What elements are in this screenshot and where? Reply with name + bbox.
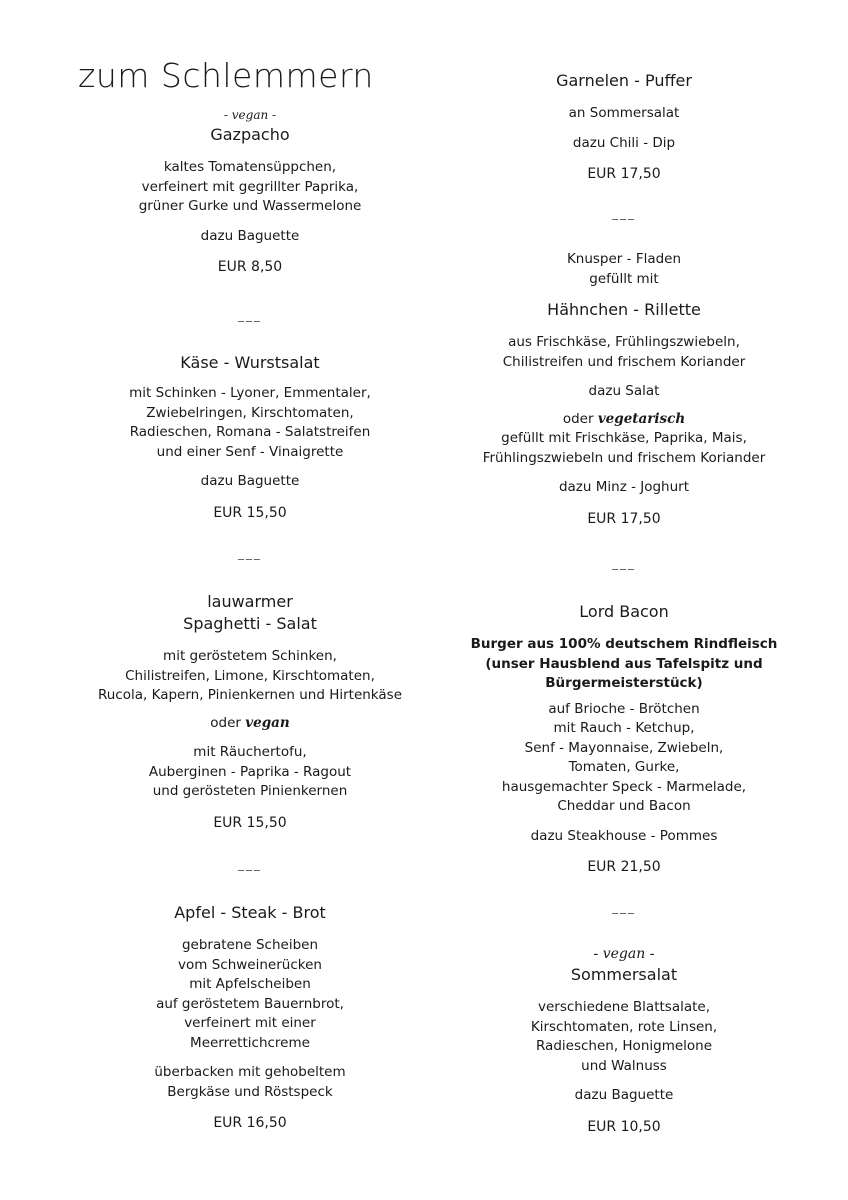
- dish-side: dazu Chili - Dip: [572, 134, 676, 151]
- dish-highlight: Burger aus 100% deutschem Rindfleisch (unser Hausblend aus Tafelspitz und Bürgermeisterstück): [470, 636, 778, 691]
- separator: ___: [612, 206, 636, 220]
- menu-item-gazpacho: [50, 108, 450, 275]
- separator: ___: [238, 546, 262, 560]
- dish-description: gebratene Scheiben vom Schweinerücken mit Apfelscheiben auf geröstetem Bauernbrot, verfeinert mit einer Meerrettichcreme: [156, 937, 344, 1051]
- dish-name: Käse - Wurstsalat: [180, 353, 320, 372]
- vegan-option: oder vegan: [210, 714, 290, 731]
- dish-side: dazu Baguette: [200, 473, 300, 489]
- dish-price: EUR 17,50: [587, 510, 661, 527]
- dish-side: dazu Baguette: [200, 227, 300, 244]
- dish-name: Garnelen - Puffer: [556, 71, 692, 90]
- menu-title: zum Schlemmern: [78, 56, 374, 95]
- dish-side: dazu Minz - Joghurt: [558, 479, 690, 495]
- dish-side: dazu Steakhouse - Pommes: [530, 827, 718, 844]
- dish-description: aus Frischkäse, Frühlingszwiebeln, Chilistreifen und frischem Koriander: [502, 334, 746, 370]
- vegan-tag: - vegan -: [593, 946, 655, 962]
- dish-description: an Sommersalat: [568, 105, 680, 121]
- dish-name: Sommersalat: [570, 965, 678, 984]
- dish-description: kaltes Tomatensüppchen, verfeinert mit gegrillter Paprika, grüner Gurke und Wassermelone: [138, 159, 362, 214]
- vegetarian-option: oder vegetarisch: [562, 410, 686, 427]
- vegetarian-tag: vegetarisch: [597, 410, 686, 427]
- menu-item-haehnchen-rillette: [424, 250, 824, 527]
- dish-extra: überbacken mit gehobeltem Bergkäse und Röstspeck: [154, 1064, 346, 1100]
- separator: ___: [612, 900, 636, 914]
- separator: ___: [612, 556, 636, 570]
- dish-price: EUR 17,50: [587, 166, 661, 182]
- dish-description: mit Schinken - Lyoner, Emmentaler, Zwiebelringen, Kirschtomaten, Radieschen, Romana - Salatstreifen und einer Senf - Vinaigrette: [129, 385, 371, 460]
- menu-item-garnelen-puffer: [424, 70, 824, 182]
- vegetarian-description: gefüllt mit Frischkäse, Paprika, Mais, Frühlingszwiebeln und frischem Koriander: [482, 430, 766, 466]
- dish-name-line-1: lauwarmer: [207, 592, 293, 611]
- menu-item-lord-bacon: [424, 601, 824, 875]
- dish-description: verschiedene Blattsalate, Kirschtomaten, rote Linsen, Radieschen, Honigmelone und Walnuss: [530, 999, 718, 1074]
- dish-price: EUR 16,50: [213, 1115, 287, 1131]
- dish-name: Apfel - Steak - Brot: [174, 903, 326, 922]
- vegan-tag: - vegan -: [223, 108, 277, 122]
- dish-description: mit geröstetem Schinken, Chilistreifen, Limone, Kirschtomaten, Rucola, Kapern, Pinienkernen und Hirtenkäse: [97, 648, 403, 703]
- separator: ___: [238, 308, 262, 322]
- dish-lead: Knusper - Fladen gefüllt mit: [566, 251, 682, 287]
- dish-side: dazu Baguette: [574, 1087, 674, 1103]
- dish-price: EUR 15,50: [213, 504, 287, 521]
- vegan-description: mit Räuchertofu, Auberginen - Paprika - Ragout und gerösteten Pinienkernen: [148, 744, 352, 799]
- dish-name: Gazpacho: [210, 125, 290, 144]
- menu-item-sommersalat: [424, 946, 824, 1135]
- dish-price: EUR 21,50: [587, 859, 661, 875]
- menu-item-apfel-steak-brot: [50, 902, 450, 1131]
- vegan-tag: vegan: [245, 714, 290, 731]
- menu-item-spaghetti-salat: [50, 591, 450, 831]
- dish-price: EUR 10,50: [587, 1118, 661, 1135]
- dish-price: EUR 15,50: [213, 814, 287, 831]
- menu-item-wurstsalat: [50, 352, 450, 521]
- dish-description: auf Brioche - Brötchen mit Rauch - Ketchup, Senf - Mayonnaise, Zwiebeln, Tomaten, Gurke, hausgemachter Speck - Marmelade, Cheddar und Bacon: [501, 700, 747, 814]
- dish-name: Hähnchen - Rillette: [547, 300, 701, 319]
- dish-name: Lord Bacon: [579, 602, 669, 621]
- dish-price: EUR 8,50: [217, 259, 283, 275]
- separator: ___: [238, 857, 262, 871]
- dish-name-line-2: Spaghetti - Salat: [183, 614, 317, 633]
- dish-side: dazu Salat: [588, 383, 660, 399]
